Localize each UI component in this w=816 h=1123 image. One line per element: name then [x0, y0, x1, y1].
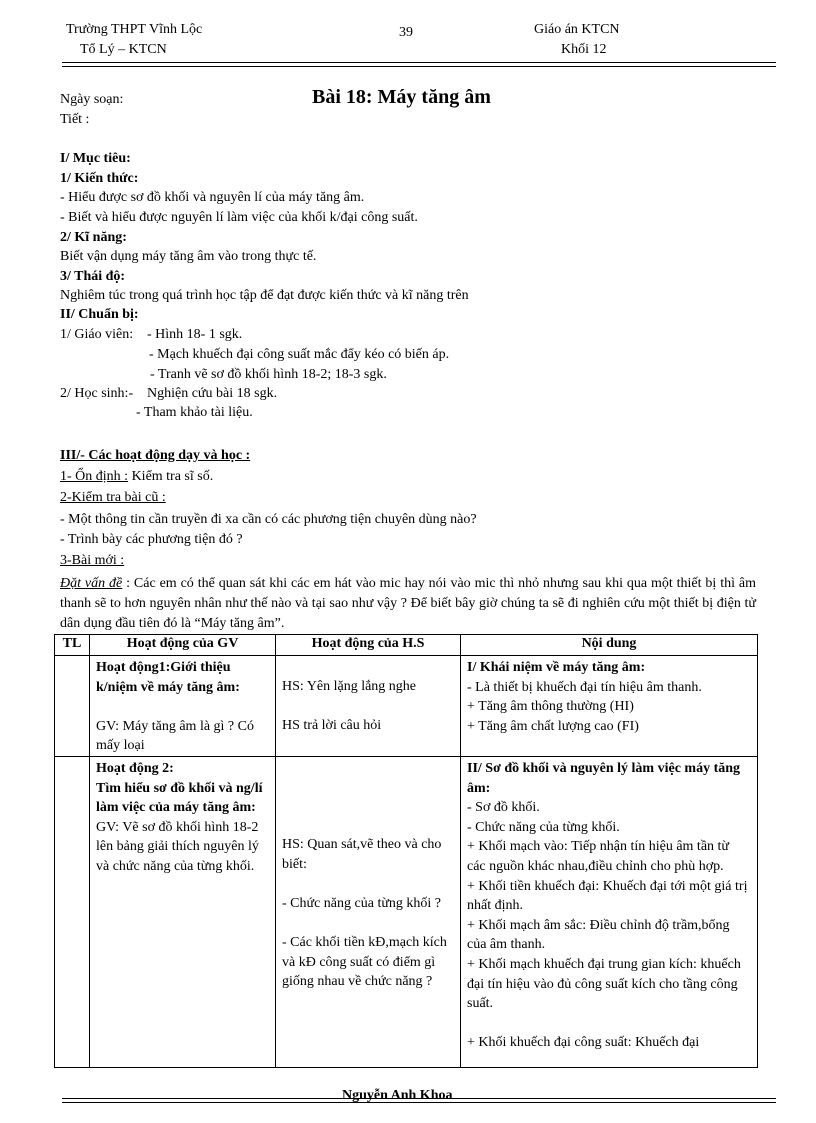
row2-hs-spacer-a [276, 757, 460, 835]
row1-nd [461, 656, 758, 757]
header-grade: Khối 12 [561, 42, 607, 57]
row2-nd-line-1: - Sơ đồ khối. [467, 800, 540, 816]
student-item-1: Nghiện cứu bài 18 sgk. [147, 386, 278, 401]
row1-gv [90, 656, 276, 757]
header-doc-type: Giáo án KTCN [534, 22, 620, 37]
period-label: Tiết : [60, 112, 90, 127]
knowledge-item-1: - Hiểu được sơ đồ khối và nguyên lí của máy tăng âm. [60, 190, 365, 205]
row1-hs [276, 656, 461, 757]
row2-hs-spacer-b [276, 874, 460, 894]
row1-gv-spacer [90, 697, 275, 717]
row2-nd-line-2: - Chức năng của từng khối. [467, 819, 620, 835]
row1-nd-line-3: + Tăng âm chất lượng cao (FI) [467, 718, 639, 734]
row1-hs-listen: HS: Yên lặng lắng nghe [282, 679, 417, 694]
row2-gv-task: GV: Vẽ sơ đồ khối hình 18-2 lên bảng giải thích nguyên lý và chức năng của từng khối. [96, 819, 259, 874]
intro-text: : Các em có thể quan sát khi các em hát vào mic hay nói vào mic thì nhỏ nhưng sau khi qua một thiết bị thì âm thanh sẽ to hơn nguyên nhân như thế nào và tại sao như vậy ? Để biết bây giờ chúng ta sẽ đi nghiên cứu một thiết bị điện tử dân dụng đầu tiên đó là “Máy tăng âm”. [60, 576, 756, 631]
col-header-nd: Nội dung [461, 635, 758, 656]
knowledge-item-2: - Biết và hiểu được nguyên lí làm việc của khối k/đại công suất. [60, 210, 418, 225]
lesson-table [54, 634, 758, 1068]
row2-nd-line-3: + Khối mạch vào: Tiếp nhận tín hiệu âm tần từ các nguồn khác nhau,điều chỉnh cho phù hợp. [467, 839, 730, 874]
header-group: Tổ Lý – KTCN [80, 42, 167, 57]
intro-label: Đặt vấn đề [60, 576, 123, 591]
row1-nd-line-1: - Là thiết bị khuếch đại tín hiệu âm thanh. [467, 679, 702, 695]
row2-tl [55, 756, 90, 1067]
step3-label: 3-Bài mới : [60, 553, 125, 568]
table-header-row [55, 635, 758, 656]
header-page-number: 39 [399, 25, 413, 40]
row2-nd-heading: II/ Sơ đồ khối và nguyên lý làm việc máy tăng âm: [467, 760, 741, 796]
row2-hs [276, 756, 461, 1067]
knowledge-heading: 1/ Kiến thức: [60, 171, 139, 186]
step1-line [60, 469, 213, 485]
col-header-tl: TL [55, 635, 90, 656]
row1-tl [55, 656, 90, 757]
step1-label: 1- Ổn định : [60, 469, 129, 484]
preparation-heading: II/ Chuẩn bị: [60, 307, 139, 322]
teacher-item-2: - Mạch khuếch đại công suất mắc đẩy kéo có biến áp. [149, 347, 450, 362]
teacher-item-1: - Hình 18- 1 sgk. [147, 327, 243, 342]
row1-hs-spacer-b [276, 697, 460, 717]
student-item-2: - Tham khảo tài liệu. [136, 405, 253, 420]
row1-gv-activity: Hoạt động1:Giới thiệu k/niệm về máy tăng âm: [96, 660, 240, 695]
row2-nd [461, 756, 758, 1067]
footer-rule-bottom [62, 1102, 776, 1103]
row2-gv-topic: Tìm hiểu sơ đồ khối và ng/lí làm việc của máy tăng âm: [96, 780, 263, 816]
objectives-heading: I/ Mục tiêu: [60, 151, 131, 166]
skills-item-1: Biết vận dụng máy tăng âm vào trong thực tế. [60, 249, 317, 264]
row2-hs-question-1: - Chức năng của từng khối ? [282, 895, 442, 911]
student-label: 2/ Học sinh:- [60, 386, 134, 401]
step2-label: 2-Kiểm tra bài cũ : [60, 490, 166, 505]
skills-heading: 2/ Kĩ năng: [60, 230, 127, 245]
table-row [55, 656, 758, 757]
row2-nd-line-6: + Khối mạch khuếch đại trung gian kích: khuếch đại tín hiệu vào đủ công suất kích cho tầng công suất. [467, 956, 741, 1012]
activities-heading: III/- Các hoạt động dạy và học : [60, 448, 251, 463]
step2-question-1: - Một thông tin cần truyền đi xa cần có các phương tiện chuyên dùng nào? [60, 512, 477, 527]
page-title: Bài 18: Máy tăng âm [312, 86, 491, 108]
row2-nd-line-7: + Khối khuếch đại công suất: Khuếch đại [467, 1035, 700, 1051]
row1-hs-answer: HS trả lời câu hỏi [282, 718, 382, 734]
row2-nd-spacer [461, 1014, 757, 1034]
row2-hs-question-2: - Các khối tiền kĐ,mạch kích và kĐ công suất có điểm gì giống nhau về chức năng ? [282, 934, 447, 990]
row2-hs-spacer-c [276, 913, 460, 933]
header-rule-bottom [62, 66, 776, 67]
teacher-label: 1/ Giáo viên: [60, 327, 134, 342]
header-school: Trường THPT Vĩnh Lộc [66, 22, 203, 37]
row2-gv-activity: Hoạt động 2: [96, 760, 174, 776]
footer-author: Nguyễn Anh Khoa [342, 1088, 453, 1103]
step2-question-2: - Trình bày các phương tiện đó ? [60, 532, 243, 547]
attitude-item-1: Nghiêm túc trong quá trình học tập để đạt được kiến thức và kĩ năng trên [60, 288, 469, 303]
intro-paragraph [60, 574, 756, 634]
row1-gv-question: GV: Máy tăng âm là gì ? Có mấy loại [96, 718, 254, 754]
col-header-gv: Hoạt động của GV [90, 635, 276, 656]
header-rule-top [62, 62, 776, 63]
row1-hs-spacer-a [276, 656, 460, 677]
table-row [55, 756, 758, 1067]
footer-rule-top [62, 1098, 776, 1099]
row2-hs-observe: HS: Quan sát,vẽ theo và cho biết: [282, 836, 442, 872]
date-label: Ngày soạn: [60, 92, 124, 107]
row2-gv [90, 756, 276, 1067]
row2-nd-line-4: + Khối tiền khuếch đại: Khuếch đại tới một giá trị nhất định. [467, 878, 748, 914]
step1-text: Kiểm tra sĩ số. [128, 469, 214, 484]
row1-nd-heading: I/ Khái niệm về máy tăng âm: [467, 660, 646, 675]
col-header-hs: Hoạt động của H.S [276, 635, 461, 656]
attitude-heading: 3/ Thái độ: [60, 269, 126, 284]
teacher-item-3: - Tranh vẽ sơ đồ khối hình 18-2; 18-3 sgk. [150, 367, 387, 382]
row2-nd-line-5: + Khối mạch âm sắc: Điều chỉnh độ trầm,bổng của âm thanh. [467, 917, 730, 953]
row1-nd-line-2: + Tăng âm thông thường (HI) [467, 699, 634, 715]
